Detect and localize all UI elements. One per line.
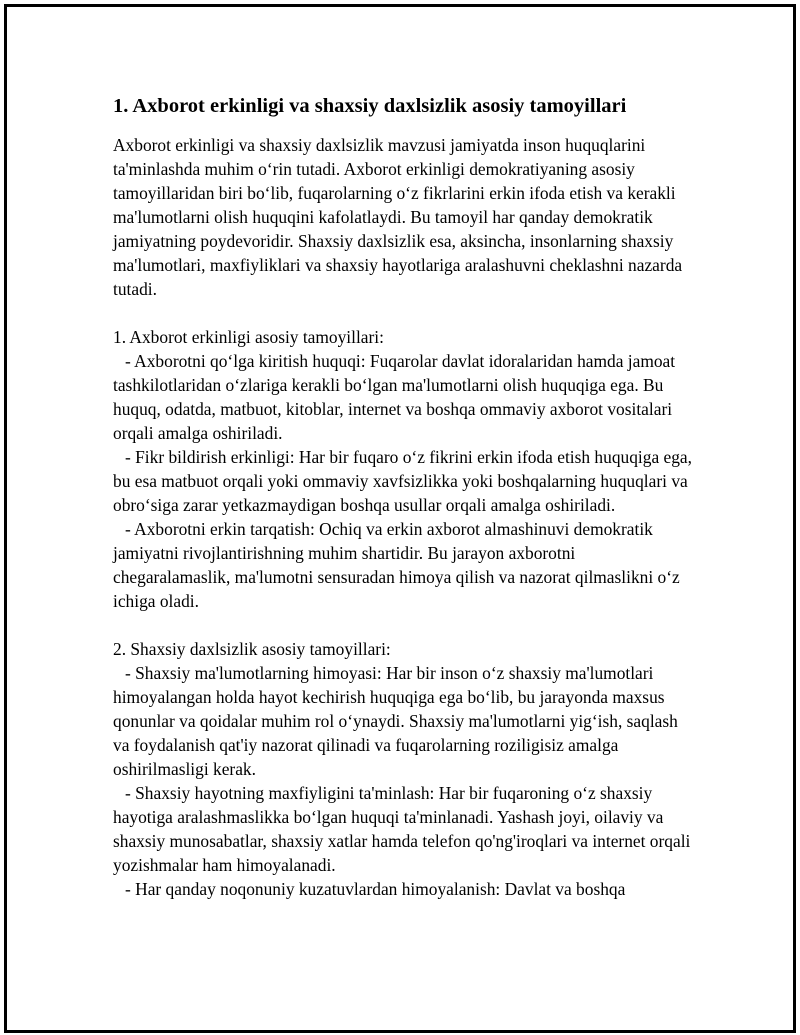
- document-body: [113, 92, 693, 901]
- section-1-item: - Axborotni qo‘lga kiritish huquqi: Fuqarolar davlat idoralaridan hamda jamoat tashkilotlaridan o‘zlariga kerakli bo‘lgan ma'lumotlarni olish huquqiga ega. Bu huquq, odatda, matbuot, kitoblar, internet va boshqa ommaviy axborot vositalari orqali amalga oshiriladi.: [113, 351, 676, 443]
- document-title: 1. Axborot erkinligi va shaxsiy daxlsizlik asosiy tamoyillari: [113, 95, 627, 117]
- section-2-heading: 2. Shaxsiy daxlsizlik asosiy tamoyillari:: [113, 639, 391, 659]
- paragraph-spacer: [113, 301, 693, 325]
- intro-paragraph: Axborot erkinligi va shaxsiy daxlsizlik mavzusi jamiyatda inson huquqlarini ta'minlashda muhim o‘rin tutadi. Axborot erkinligi demokratiyaning asosiy tamoyillaridan biri bo‘lib, fuqarolarning o‘z fikrlarini erkin ifoda etish va kerakli ma'lumotlarni olish huquqini kafolatlaydi. Bu tamoyil har qanday demokratik jamiyatning poydevoridir. Shaxsiy daxlsizlik esa, aksincha, insonlarning shaxsiy ma'lumotlari, maxfiyliklari va shaxsiy hayotlariga aralashuvni cheklashni nazarda tutadi.: [113, 135, 683, 299]
- section-1-item: - Fikr bildirish erkinligi: Har bir fuqaro o‘z fikrini erkin ifoda etish huquqiga ega, bu esa matbuot orqali yoki ommaviy xavfsizlikka yoki boshqalarning huquqlari va obro‘siga zarar yetkazmaydigan boshqa usullar orqali amalga oshiriladi.: [113, 447, 692, 515]
- section-1-item: - Axborotni erkin tarqatish: Ochiq va erkin axborot almashinuvi demokratik jamiyatni rivojlantirishning muhim shartidir. Bu jarayon axborotni chegaralamaslik, ma'lumotni sensuradan himoya qilish va nazorat qilmaslikni o‘z ichiga oladi.: [113, 519, 680, 611]
- section-2-item: - Har qanday noqonuniy kuzatuvlardan himoyalanish: Davlat va boshqa: [125, 879, 626, 899]
- paragraph-spacer: [113, 613, 693, 637]
- section-1-heading: 1. Axborot erkinligi asosiy tamoyillari:: [113, 327, 384, 347]
- section-2-item: - Shaxsiy hayotning maxfiyligini ta'minlash: Har bir fuqaroning o‘z shaxsiy hayotiga aralashmaslikka bo‘lgan huquqi ta'minlanadi. Yashash joyi, oilaviy va shaxsiy munosabatlar, shaxsiy xatlar hamda telefon qo'ng'iroqlari va internet orqali yozishmalar ham himoyalanadi.: [113, 783, 691, 875]
- section-2-item: - Shaxsiy ma'lumotlarning himoyasi: Har bir inson o‘z shaxsiy ma'lumotlari himoyalangan holda hayot kechirish huquqiga ega bo‘lib, bu jarayonda maxsus qonunlar va qoidalar muhim rol o‘ynaydi. Shaxsiy ma'lumotlarni yig‘ish, saqlash va foydalanish qat'iy nazorat qilinadi va fuqarolarning roziligisiz amalga oshirilmasligi kerak.: [113, 663, 678, 779]
